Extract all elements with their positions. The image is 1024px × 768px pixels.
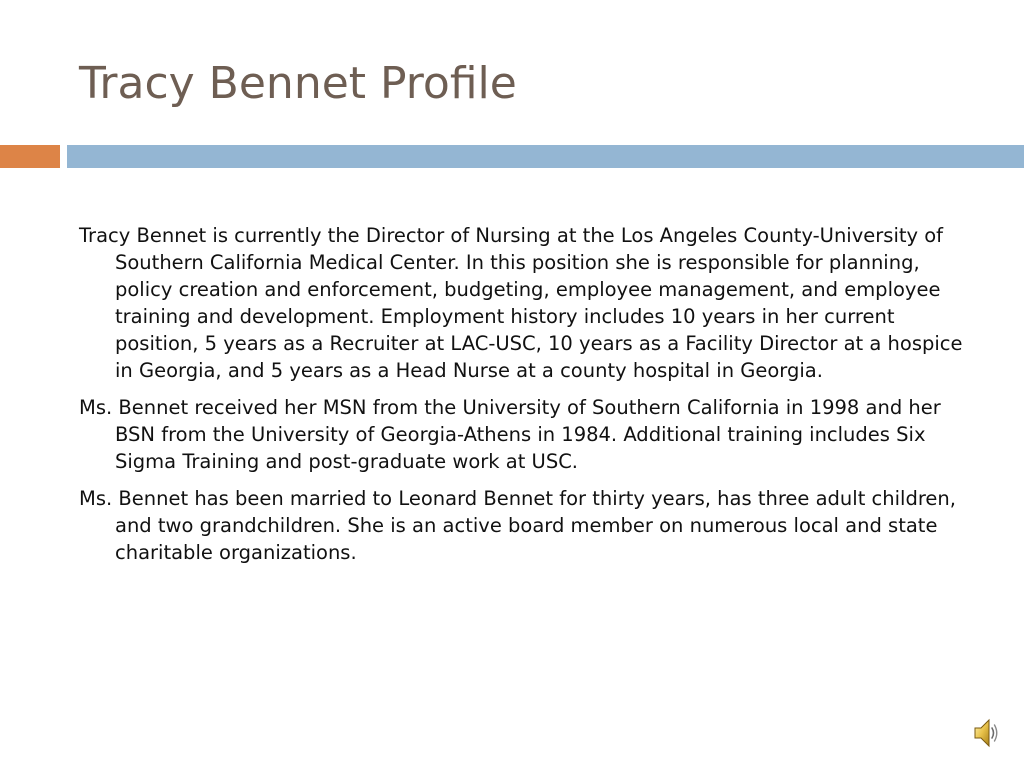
slide-body — [79, 222, 969, 576]
paragraph-personal: Ms. Bennet has been married to Leonard Bennet for thirty years, has three adult children, and two grandchildren. She is an active board member on numerous local and state charitable organizations. — [79, 487, 956, 564]
accent-bar-orange — [0, 145, 60, 168]
slide-title: Tracy Bennet Profile — [79, 58, 517, 109]
speaker-icon[interactable] — [974, 716, 1000, 750]
speaker-icon-graphic — [974, 716, 1000, 750]
paragraph-current-role: Tracy Bennet is currently the Director of Nursing at the Los Angeles County-University of Southern California Medical Center. In this position she is responsible for planning, policy creation and enforcement, budgeting, employee management, and employee training and development. Employment history includes 10 years in her current position, 5 years as a Recruiter at LAC-USC, 10 years as a Facility Director at a hospice in Georgia, and 5 years as a Head Nurse at a county hospital in Georgia. — [79, 224, 963, 382]
accent-bar-blue — [67, 145, 1024, 168]
paragraph-education: Ms. Bennet received her MSN from the University of Southern California in 1998 and her BSN from the University of Georgia-Athens in 1984. Additional training includes Six Sigma Training and post-graduate work at USC. — [79, 396, 941, 473]
